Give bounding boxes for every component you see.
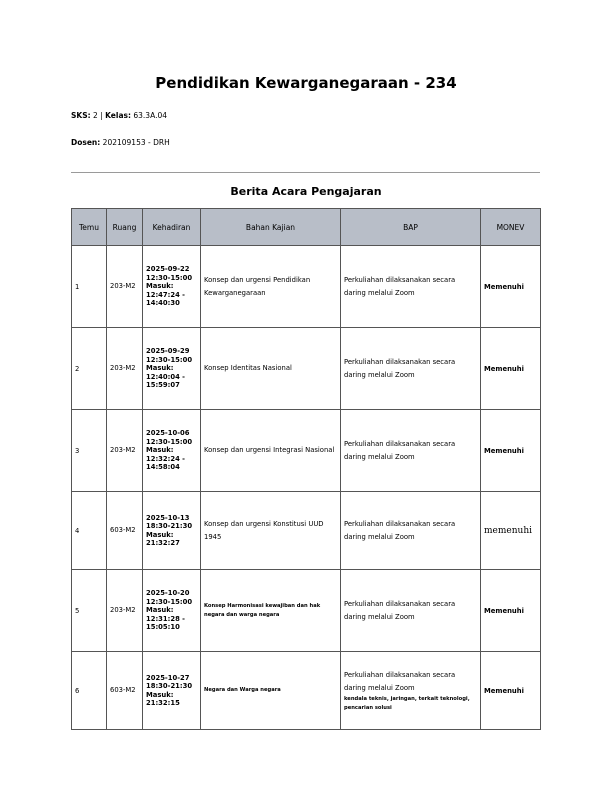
kehadiran-date: 2025-10-27 bbox=[146, 673, 190, 682]
kehadiran-date: 2025-09-29 bbox=[146, 347, 190, 356]
monev-cell: Memenuhi bbox=[481, 246, 541, 328]
kehadiran-cell bbox=[143, 570, 201, 652]
kehadiran-cell bbox=[143, 246, 201, 328]
bap-text: Perkuliahan dilaksanakan secara daring melalui Zoom bbox=[344, 275, 456, 297]
bap-text: Perkuliahan dilaksanakan secara daring melalui Zoom bbox=[344, 519, 456, 541]
kelas-label: Kelas: bbox=[105, 111, 131, 120]
table-row bbox=[72, 246, 541, 328]
kelas-value: 63.3A.04 bbox=[133, 111, 168, 120]
kehadiran-schedule: 12:30-15:00 bbox=[146, 273, 193, 282]
bap-note: kendala teknis, jaringan, terkait teknologi, pencarian solusi bbox=[344, 695, 470, 711]
bahan-kajian-cell: Konsep dan urgensi Konstitusi UUD 1945 bbox=[201, 492, 341, 570]
divider bbox=[71, 172, 540, 173]
kehadiran-time: 21:32:15 bbox=[146, 699, 180, 707]
kehadiran-date: 2025-10-13 bbox=[146, 513, 190, 522]
ruang-cell: 203-M2 bbox=[107, 246, 143, 328]
lecturer-info bbox=[71, 138, 170, 147]
bap-text: Perkuliahan dilaksanakan secara daring melalui Zoom bbox=[344, 599, 456, 621]
course-meta bbox=[71, 111, 167, 120]
temu-cell: 2 bbox=[72, 328, 107, 410]
monev-cell: Memenuhi bbox=[481, 570, 541, 652]
kehadiran-date: 2025-10-06 bbox=[146, 429, 190, 438]
kehadiran-date: 2025-09-22 bbox=[146, 265, 190, 274]
column-header-monev: MONEV bbox=[481, 209, 541, 246]
kehadiran-time: 12:40:04 - 15:59:07 bbox=[146, 372, 185, 390]
sks-value: 2 bbox=[93, 111, 98, 120]
kehadiran-time: 12:32:24 - 14:58:04 bbox=[146, 454, 185, 472]
kehadiran-masuk-label: Masuk: bbox=[146, 446, 174, 455]
bap-text: Perkuliahan dilaksanakan secara daring melalui Zoom bbox=[344, 439, 456, 461]
kehadiran-time: 12:31:28 - 15:05:10 bbox=[146, 614, 185, 632]
ruang-cell: 603-M2 bbox=[107, 652, 143, 730]
temu-cell: 5 bbox=[72, 570, 107, 652]
bap-cell bbox=[341, 570, 481, 652]
kehadiran-time: 21:32:27 bbox=[146, 539, 180, 547]
bap-cell bbox=[341, 652, 481, 730]
bap-text: Perkuliahan dilaksanakan secara daring melalui Zoom bbox=[344, 670, 456, 692]
section-title: Berita Acara Pengajaran bbox=[230, 185, 382, 198]
kehadiran-schedule: 12:30-15:00 bbox=[146, 355, 193, 364]
bap-cell bbox=[341, 410, 481, 492]
kehadiran-schedule: 18:30-21:30 bbox=[146, 522, 193, 530]
kehadiran-masuk-label: Masuk: bbox=[146, 364, 174, 373]
bahan-kajian-cell: Negara dan Warga negara bbox=[201, 652, 341, 730]
table-header-row bbox=[72, 209, 541, 246]
kehadiran-cell bbox=[143, 328, 201, 410]
dosen-value: 202109153 - DRH bbox=[102, 138, 170, 147]
ruang-cell: 603-M2 bbox=[107, 492, 143, 570]
monev-cell: Memenuhi bbox=[481, 328, 541, 410]
column-header-temu: Temu bbox=[72, 209, 107, 246]
kehadiran-masuk-label: Masuk: bbox=[146, 282, 174, 291]
kehadiran-time: 12:47:24 - 14:40:30 bbox=[146, 290, 185, 308]
kehadiran-cell bbox=[143, 652, 201, 730]
bahan-kajian-cell: Konsep Harmonisasi kewajiban dan hak negara dan warga negara bbox=[201, 570, 341, 652]
kehadiran-masuk-label: Masuk: bbox=[146, 606, 174, 615]
kehadiran-masuk-label: Masuk: bbox=[146, 530, 174, 539]
kehadiran-schedule: 12:30-15:00 bbox=[146, 597, 193, 606]
column-header-bap: BAP bbox=[341, 209, 481, 246]
ruang-cell: 203-M2 bbox=[107, 570, 143, 652]
temu-cell: 4 bbox=[72, 492, 107, 570]
meta-separator: | bbox=[100, 111, 103, 120]
bahan-kajian-cell: Konsep dan urgensi Integrasi Nasional bbox=[201, 410, 341, 492]
kehadiran-cell bbox=[143, 492, 201, 570]
column-header-ruang: Ruang bbox=[107, 209, 143, 246]
column-header-bahan-kajian: Bahan Kajian bbox=[201, 209, 341, 246]
kehadiran-date: 2025-10-20 bbox=[146, 589, 190, 598]
kehadiran-schedule: 18:30-21:30 bbox=[146, 682, 193, 690]
ruang-cell: 203-M2 bbox=[107, 328, 143, 410]
temu-cell: 1 bbox=[72, 246, 107, 328]
table-row bbox=[72, 328, 541, 410]
monev-cell: memenuhi bbox=[481, 492, 541, 570]
course-title: Pendidikan Kewarganegaraan - 234 bbox=[155, 74, 457, 92]
kehadiran-cell bbox=[143, 410, 201, 492]
temu-cell: 6 bbox=[72, 652, 107, 730]
bahan-kajian-cell: Konsep Identitas Nasional bbox=[201, 328, 341, 410]
table-row bbox=[72, 410, 541, 492]
bap-table bbox=[71, 208, 541, 730]
bap-cell bbox=[341, 246, 481, 328]
dosen-label: Dosen: bbox=[71, 138, 101, 147]
kehadiran-masuk-label: Masuk: bbox=[146, 690, 174, 699]
bap-text: Perkuliahan dilaksanakan secara daring melalui Zoom bbox=[344, 357, 456, 379]
sks-label: SKS: bbox=[71, 111, 91, 120]
table-row bbox=[72, 570, 541, 652]
ruang-cell: 203-M2 bbox=[107, 410, 143, 492]
table-row bbox=[72, 492, 541, 570]
kehadiran-schedule: 12:30-15:00 bbox=[146, 437, 193, 446]
monev-cell: Memenuhi bbox=[481, 410, 541, 492]
temu-cell: 3 bbox=[72, 410, 107, 492]
table-row bbox=[72, 652, 541, 730]
bap-cell bbox=[341, 492, 481, 570]
monev-cell: Memenuhi bbox=[481, 652, 541, 730]
column-header-kehadiran: Kehadiran bbox=[143, 209, 201, 246]
bap-cell bbox=[341, 328, 481, 410]
bahan-kajian-cell: Konsep dan urgensi Pendidikan Kewarganegaraan bbox=[201, 246, 341, 328]
